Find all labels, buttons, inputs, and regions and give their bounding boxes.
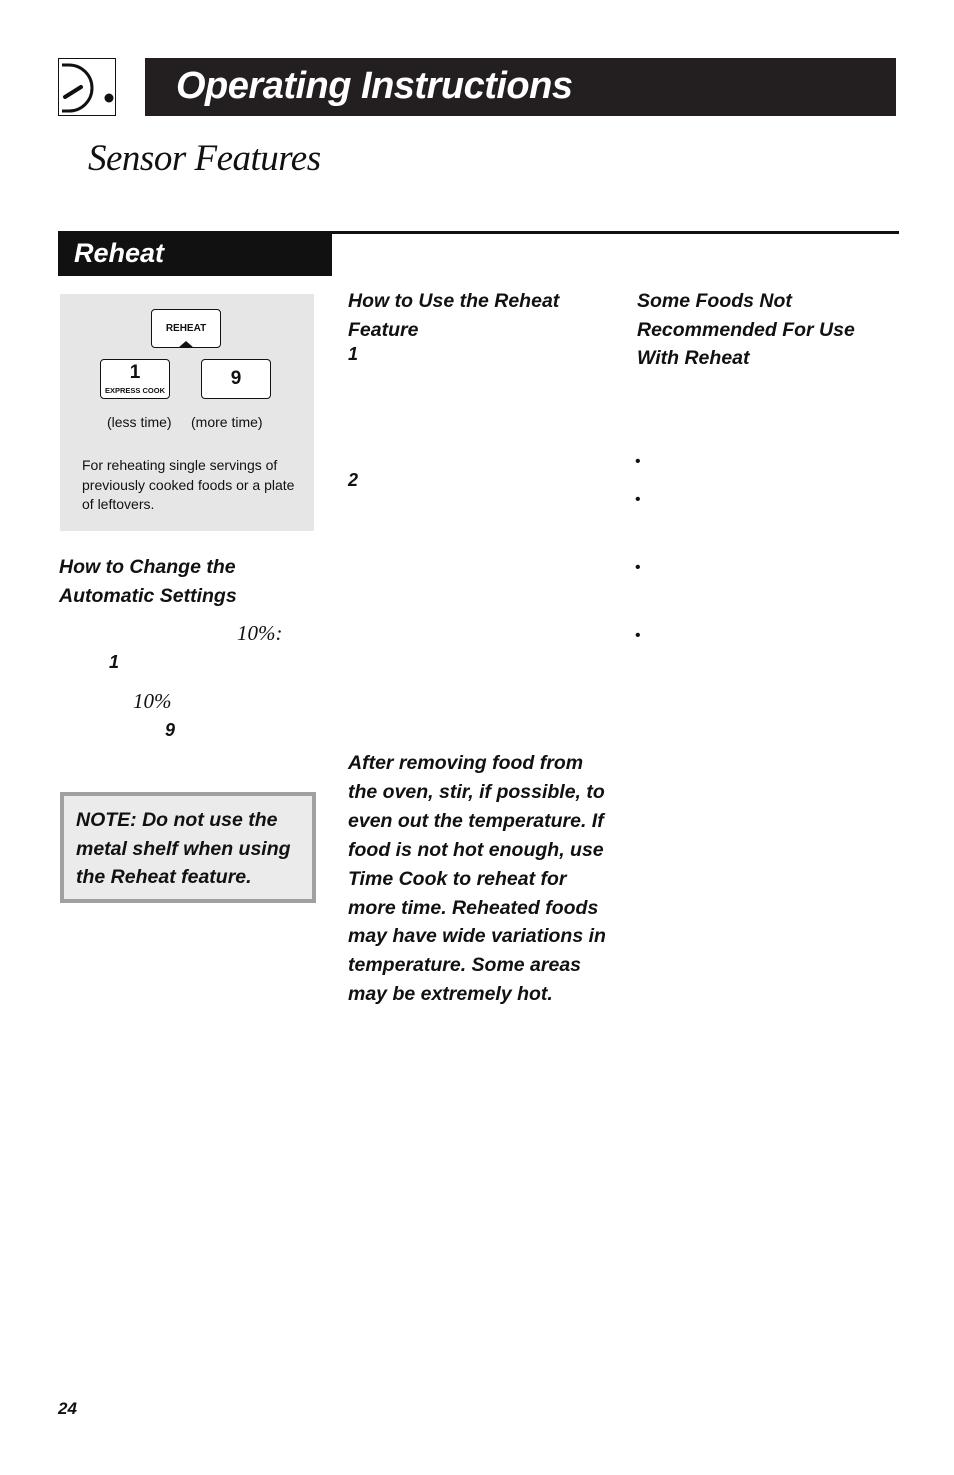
change-step-1: 1 <box>109 652 120 672</box>
note-text: NOTE: Do not use the metal shelf when using the Reheat feature. <box>76 809 291 888</box>
section-title: Reheat <box>74 238 165 268</box>
change-step-9: 9 <box>165 720 176 740</box>
how-to-step-2: 2 <box>348 470 359 490</box>
percent-less: 10%: <box>237 621 283 645</box>
keypad-panel <box>60 294 314 531</box>
change-settings-heading: How to Change the Automatic Settings <box>59 556 237 607</box>
panel-description: For reheating single servings of previously cooked foods or a plate of leftovers. <box>82 457 295 512</box>
key-one-number: 1 <box>129 362 141 383</box>
sensor-dial-icon <box>58 58 116 116</box>
less-time-label: (less time) <box>107 414 172 430</box>
more-time-label: (more time) <box>191 414 263 430</box>
bullet-icon: • <box>635 491 641 508</box>
how-to-use-heading: How to Use the Reheat Feature <box>348 290 560 341</box>
page-title: Operating Instructions <box>176 65 573 107</box>
express-cook-1-key <box>100 359 170 399</box>
page-number: 24 <box>58 1399 77 1418</box>
bullet-icon: • <box>635 559 641 576</box>
bullet-icon: • <box>635 453 641 470</box>
reheat-key: REHEAT <box>151 309 221 348</box>
key-one-sublabel: EXPRESS COOK <box>104 386 165 395</box>
page-subtitle: Sensor Features <box>88 138 321 179</box>
not-recommended-heading: Some Foods Not Recommended For Use With Reheat <box>637 290 855 369</box>
bullet-icon: • <box>635 627 641 644</box>
percent-more: 10% <box>133 689 172 713</box>
note-box <box>60 792 316 903</box>
how-to-step-1: 1 <box>348 344 359 364</box>
key-9: 9 <box>201 359 271 399</box>
after-removing-text: After removing food from the oven, stir, if possible, to even out the temperature. If food is not hot enough, use Time Cook to reheat for more time. Reheated foods may have wide variations in temperature. Some areas may be extremely hot. <box>348 752 606 1006</box>
pointer-triangle-icon <box>178 341 194 348</box>
